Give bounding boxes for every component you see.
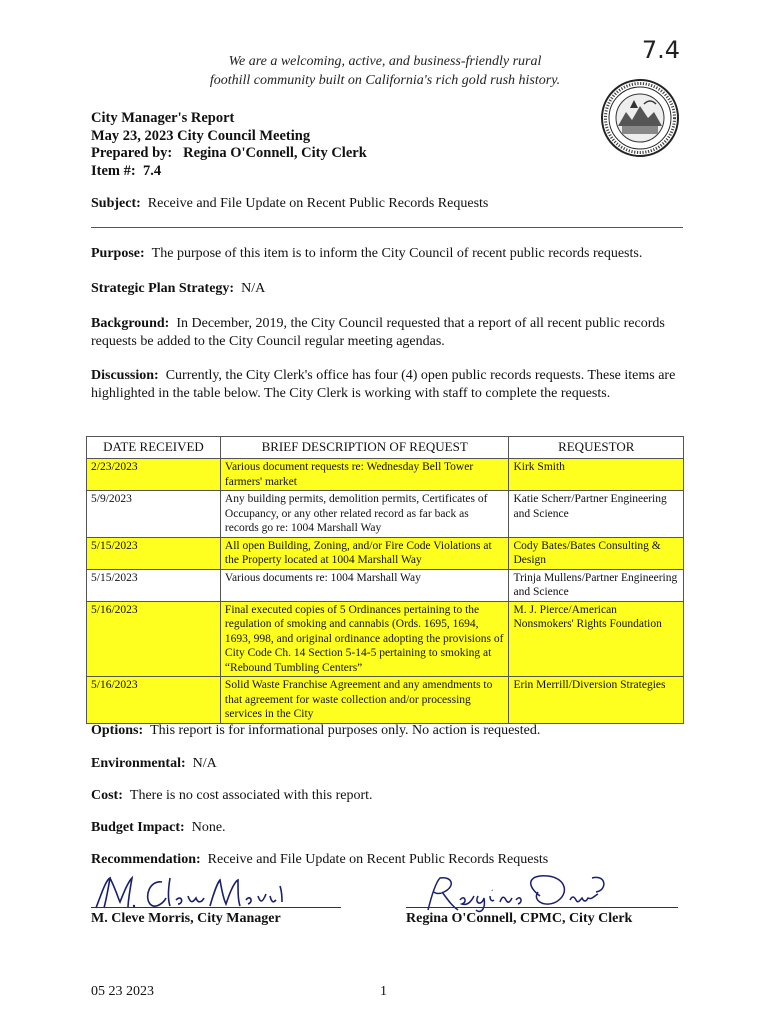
discussion-section: [91, 367, 681, 402]
footer-date: 05 23 2023: [91, 984, 154, 999]
background-section: [91, 315, 681, 350]
cell-date: 5/15/2023: [87, 569, 221, 601]
subject-label: Subject:: [91, 196, 141, 211]
table-row: [87, 537, 684, 569]
item-ref-label: Item #:: [91, 162, 136, 179]
strategic-section: [91, 280, 681, 298]
city-clerk-signature: [420, 870, 610, 916]
cell-date: 2/23/2023: [87, 459, 221, 491]
header-requestor: REQUESTOR: [509, 437, 684, 459]
cell-description: Final executed copies of 5 Ordinances pertaining to the regulation of smoking and cannabis (Ords. 1695, 1694, 1693, 998, and original ordinance adopting the provisions of City Code Ch. 14 Section 5-14-5 pertaining to smoking at “Rebound Tumbling Centers”: [220, 601, 509, 677]
cell-requestor: M. J. Pierce/American Nonsmokers' Rights Foundation: [509, 601, 684, 677]
item-ref: [91, 163, 367, 181]
purpose-section: [91, 245, 681, 263]
prepared-by: [91, 145, 367, 163]
cell-description: All open Building, Zoning, and/or Fire Code Violations at the Property located at 1004 Marshall Way: [220, 537, 509, 569]
recommendation-text: Receive and File Update on Recent Public Records Requests: [207, 852, 549, 867]
records-request-table: [86, 436, 684, 724]
city-motto: [190, 52, 580, 90]
strategic-label: Strategic Plan Strategy:: [91, 281, 235, 296]
city-manager-name: M. Cleve Morris, City Manager: [91, 911, 281, 926]
cell-date: 5/9/2023: [87, 491, 221, 538]
background-text: In December, 2019, the City Council requested that a report of all recent public records requests be added to the City Council regular meeting agendas.: [91, 316, 665, 349]
item-number: 7.4: [641, 36, 680, 64]
cell-description: Any building permits, demolition permits, Certificates of Occupancy, or any other related record as far back as records go re: 1004 Marshall Way: [220, 491, 509, 538]
cell-requestor: Kirk Smith: [509, 459, 684, 491]
cell-description: Solid Waste Franchise Agreement and any amendments to that agreement for waste collection and/or processing services in the City: [220, 677, 509, 724]
table-row: [87, 459, 684, 491]
environmental-section: [91, 755, 681, 773]
cell-description: Various document requests re: Wednesday Bell Tower farmers' market: [220, 459, 509, 491]
cell-date: 5/16/2023: [87, 677, 221, 724]
cell-requestor: Erin Merrill/Diversion Strategies: [509, 677, 684, 724]
item-ref-value: 7.4: [142, 162, 162, 179]
strategic-text: N/A: [241, 281, 266, 296]
options-section: [91, 722, 681, 740]
city-seal-icon: [600, 78, 680, 158]
header-date: DATE RECEIVED: [87, 437, 221, 459]
report-header: [91, 110, 367, 180]
discussion-text: Currently, the City Clerk's office has four (4) open public records requests. These items are highlighted in the table below. The City Clerk is working with staff to complete the requests.: [91, 368, 676, 401]
table-header-row: [87, 437, 684, 459]
table-row: [87, 677, 684, 724]
cell-date: 5/16/2023: [87, 601, 221, 677]
subject-line: [91, 196, 488, 212]
cell-requestor: Cody Bates/Bates Consulting & Design: [509, 537, 684, 569]
cell-description: Various documents re: 1004 Marshall Way: [220, 569, 509, 601]
budget-text: None.: [191, 820, 226, 835]
environmental-label: Environmental:: [91, 756, 186, 771]
city-clerk-name: Regina O'Connell, CPMC, City Clerk: [406, 911, 633, 926]
environmental-text: N/A: [192, 756, 217, 771]
table-row: [87, 569, 684, 601]
subject-text: Receive and File Update on Recent Public Records Requests: [147, 196, 489, 211]
budget-section: [91, 819, 681, 837]
cell-requestor: Katie Scherr/Partner Engineering and Science: [509, 491, 684, 538]
motto-line-2: foothill community built on California's rich gold rush history.: [209, 73, 561, 88]
background-label: Background:: [91, 316, 170, 331]
recommendation-label: Recommendation:: [91, 852, 201, 867]
purpose-text: The purpose of this item is to inform the City Council of recent public records requests.: [151, 246, 643, 261]
city-clerk-signature-line: [406, 907, 678, 908]
purpose-label: Purpose:: [91, 246, 145, 261]
city-manager-signature-line: [91, 907, 341, 908]
page-number: 1: [380, 984, 387, 999]
discussion-label: Discussion:: [91, 368, 159, 383]
cell-requestor: Trinja Mullens/Partner Engineering and Science: [509, 569, 684, 601]
cell-date: 5/15/2023: [87, 537, 221, 569]
motto-line-1: We are a welcoming, active, and business-friendly rural: [228, 54, 542, 69]
options-text: This report is for informational purposes only. No action is requested.: [150, 723, 541, 738]
prepared-by-value: Regina O'Connell, City Clerk: [183, 145, 367, 161]
cost-text: There is no cost associated with this report.: [129, 788, 373, 803]
prepared-by-label: Prepared by:: [91, 145, 173, 161]
recommendation-section: [91, 851, 681, 869]
budget-label: Budget Impact:: [91, 820, 185, 835]
table-row: [87, 601, 684, 677]
header-description: BRIEF DESCRIPTION OF REQUEST: [220, 437, 509, 459]
header-divider: [91, 227, 683, 228]
cost-label: Cost:: [91, 788, 123, 803]
cost-section: [91, 787, 681, 805]
options-label: Options:: [91, 723, 144, 738]
table-row: [87, 491, 684, 538]
meeting-date: May 23, 2023 City Council Meeting: [91, 127, 311, 144]
report-title: City Manager's Report: [91, 110, 235, 126]
